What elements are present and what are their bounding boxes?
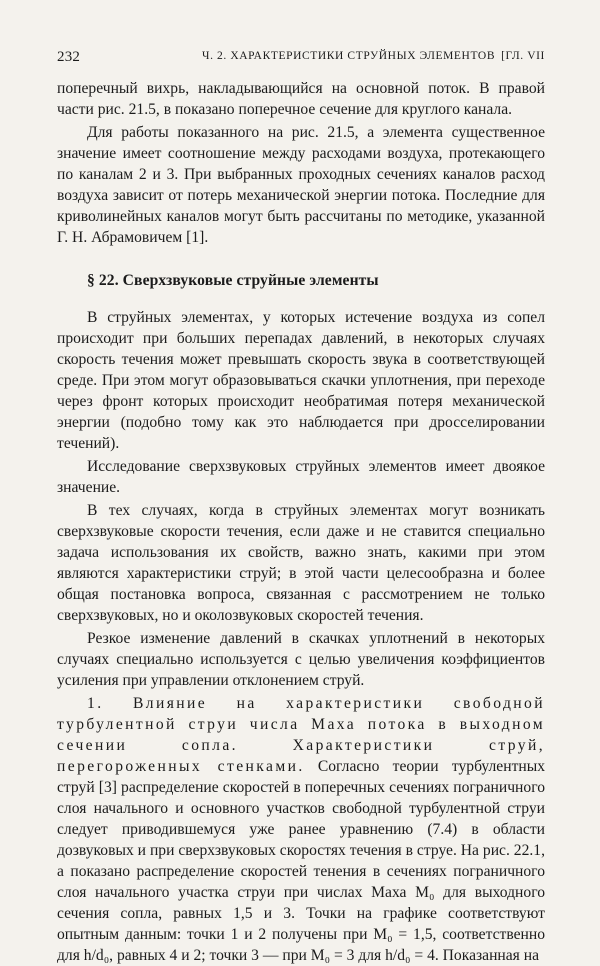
paragraph-6: Резкое изменение давлений в скачках уплотнений в некоторых случаях специально используется с целью увеличения коэффициентов усиления при управлении отклонением струй. [57,630,545,689]
section-title: § 22. Сверхзвуковые струйные элементы [87,272,379,289]
page-body [57,78,545,966]
paragraph-2: Для работы показанного на рис. 21.5, а элемента существенное значение имеет соотношение между расходами воздуха, протекающего по каналам 2 и 3. При выбранных проходных сечениях каналов расход воздуха зависит от потерь механической энергии потока. Последние для криволинейных каналов могут быть рассчитаны по методике, указанной Г. Н. Абрамовичем [1]. [57,124,545,246]
paragraph-4: Исследование сверхзвуковых струйных элементов имеет двоякое значение. [57,458,545,496]
running-header [57,47,545,69]
paragraph-7-text: Согласно теории турбулентных струй [3] распределение скоростей в поперечных сечениях пограничного слоя начального и основного участков свободной турбулентной струи следует приводившемуся уже ранее уравнению (7.4) в области дозвуковых и при сверхзвуковых скоростях течения в струе. На рис. 22.1, а показано распределение скоростей тенения в сечениях пограничного слоя начального участка струи при числах Маха M₀ для выходного сечения сопла, равных 1,5 и 3. Точки на графике соответствуют опытным данным: точки 1 и 2 получены при M₀ = 1,5, соответственно для h/d₀, равных 4 и 2; точки 3 — при M₀ = 3 для h/d₀ = 4. Показанная на [57,758,545,964]
chapter-label: [ГЛ. VII [501,50,545,62]
running-title: Ч. 2. ХАРАКТЕРИСТИКИ СТРУЙНЫХ ЭЛЕМЕНТОВ [202,50,496,62]
paragraph-7 [57,693,545,966]
subsection-heading: 1. Влияние на характеристики свободной турбулентной струи числа Маха потока в выходном сечении сопла. Характеристики струй, перегороженных стенками. [57,695,545,775]
paragraph-1: поперечный вихрь, накладывающийся на основной поток. В правой части рис. 21.5, в показано поперечное сечение для круглого канала. [57,80,545,118]
paragraph-5: В тех случаях, когда в струйных элементах могут возникать сверхзвуковые скорости течения, если даже и не ставится специально задача использования их свойств, важно знать, какими при этом являются характеристики струй; в этой части целесообразна и более общая постановка вопроса, связанная с рассмотрением не только сверхзвуковых, но и околозвуковых скоростей течения. [57,502,545,624]
page-number: 232 [57,49,81,65]
paragraph-3: В струйных элементах, у которых истечение воздуха из сопел происходит при больших перепадах давлений, в некоторых случаях скорость течения может превышать скорость звука в соответствующей среде. При этом могут образовываться скачки уплотнения, при переходе через фронт которых происходит необратимая потеря механической энергии (подобно тому как это наблюдается при дросселировании течений). [57,309,545,452]
